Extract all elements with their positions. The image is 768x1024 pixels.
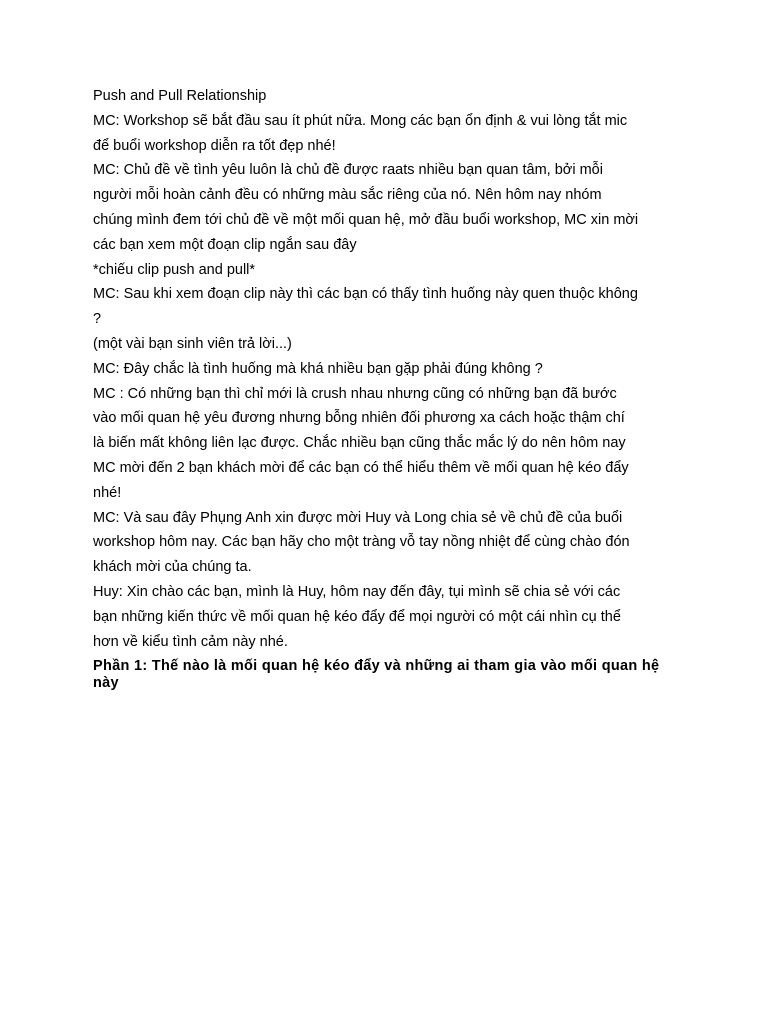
heading-line: Phần 1: Thế nào là mối quan hệ kéo đẩy và những ai tham gia vào mối quan hệ <box>93 658 660 675</box>
text-line: là biến mất không liên lạc được. Chắc nhiều bạn cũng thắc mắc lý do nên hôm nay <box>93 435 626 452</box>
document-body <box>93 84 683 692</box>
paragraph <box>93 357 683 382</box>
text-line: hơn về kiểu tình cảm này nhé. <box>93 633 288 650</box>
paragraph <box>93 258 683 283</box>
paragraph <box>93 506 683 580</box>
text-line: ? <box>93 311 102 328</box>
text-line: workshop hôm nay. Các bạn hãy cho một tràng vỗ tay nồng nhiệt để cùng chào đón <box>93 534 630 551</box>
text-line: MC: Và sau đây Phụng Anh xin được mời Huy và Long chia sẻ về chủ đề của buổi <box>93 509 623 526</box>
text-line: Push and Pull Relationship <box>93 88 267 104</box>
text-line: người mỗi hoàn cảnh đều có những màu sắc riêng của nó. Nên hôm nay nhóm <box>93 187 602 204</box>
paragraph <box>93 580 683 654</box>
text-line: MC: Sau khi xem đoạn clip này thì các bạn có thấy tình huống này quen thuộc không <box>93 286 638 303</box>
text-line: MC mời đến 2 bạn khách mời để các bạn có thể hiểu thêm về mối quan hệ kéo đẩy <box>93 459 629 476</box>
text-line: bạn những kiến thức về mối quan hệ kéo đẩy để mọi người có một cái nhìn cụ thể <box>93 608 621 625</box>
text-line: MC : Có những bạn thì chỉ mới là crush nhau nhưng cũng có những bạn đã bước <box>93 385 617 402</box>
paragraph <box>93 332 683 357</box>
paragraph <box>93 109 683 159</box>
text-line: các bạn xem một đoạn clip ngắn sau đây <box>93 236 357 253</box>
text-line: nhé! <box>93 484 122 501</box>
text-line: chúng mình đem tới chủ đề về một mối quan hệ, mở đầu buổi workshop, MC xin mời <box>93 211 639 228</box>
text-line: MC: Đây chắc là tình huống mà khá nhiều bạn gặp phải đúng không ? <box>93 360 543 377</box>
text-line: để buổi workshop diễn ra tốt đẹp nhé! <box>93 137 336 154</box>
text-line: *chiếu clip push and pull* <box>93 261 256 278</box>
paragraph <box>93 158 683 257</box>
section-heading <box>93 658 683 692</box>
text-line: MC: Chủ đề về tình yêu luôn là chủ đề được raats nhiều bạn quan tâm, bởi mỗi <box>93 162 603 179</box>
paragraph <box>93 382 683 506</box>
text-line: vào mối quan hệ yêu đương nhưng bỗng nhiên đối phương xa cách hoặc thậm chí <box>93 410 625 427</box>
document-paragraphs <box>93 84 683 654</box>
heading-line: này <box>93 675 119 692</box>
text-line: (một vài bạn sinh viên trả lời...) <box>93 335 292 352</box>
text-line: khách mời của chúng ta. <box>93 559 252 576</box>
paragraph <box>93 282 683 332</box>
paragraph <box>93 84 683 109</box>
text-line: Huy: Xin chào các bạn, mình là Huy, hôm nay đến đây, tụi mình sẽ chia sẻ với các <box>93 583 621 600</box>
text-line: MC: Workshop sẽ bắt đầu sau ít phút nữa. Mong các bạn ổn định & vui lòng tắt mic <box>93 112 628 129</box>
